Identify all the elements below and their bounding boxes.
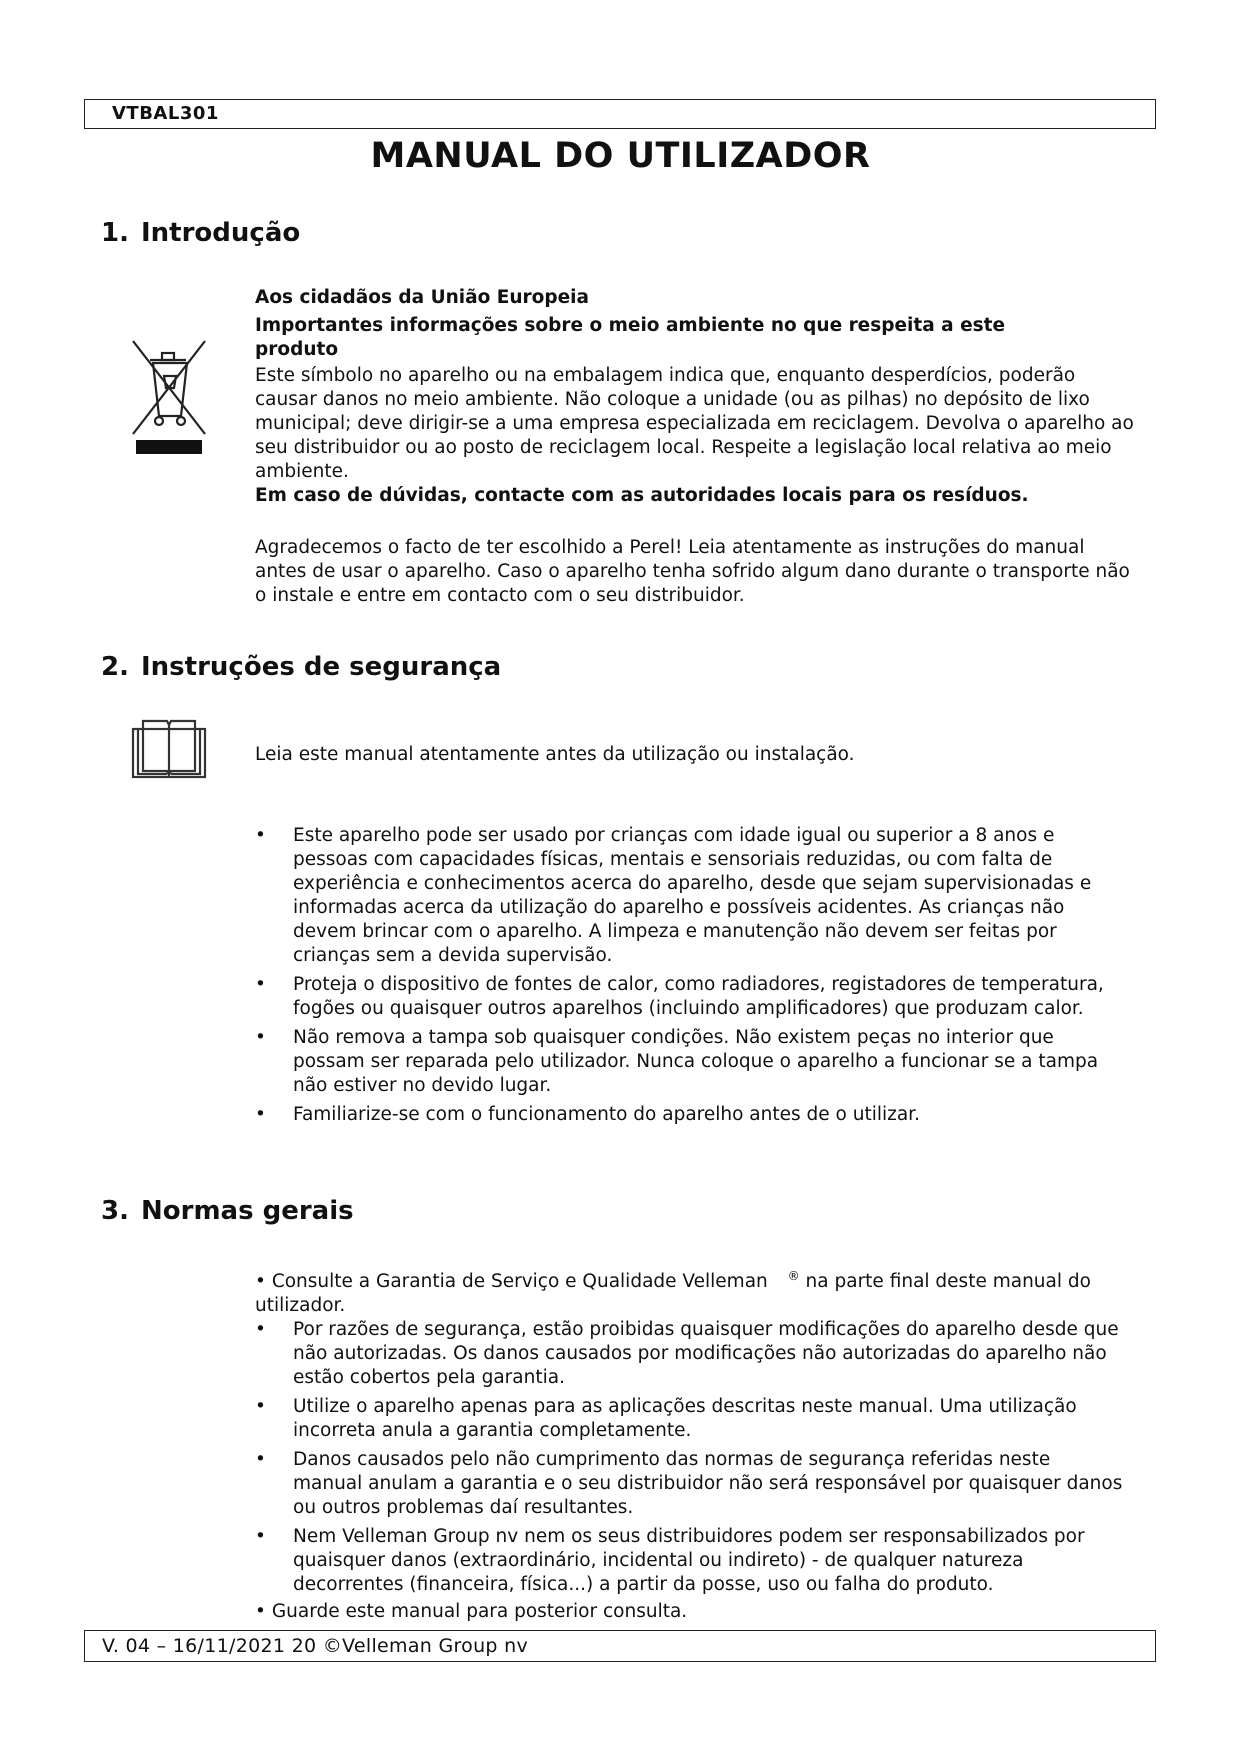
section-heading-normas [101,1196,354,1226]
section-heading-seguranca [101,652,501,682]
bullet: • [255,974,266,995]
warranty-text-post: na parte final deste manual do utilizador. [255,1271,1091,1317]
footer-text: V. 04 – 16/11/2021 20 ©Velleman Group nv [102,1635,529,1657]
registered-mark: ® [787,1269,800,1283]
list-item [255,824,1125,968]
footer-box [84,1630,1156,1662]
list-item-text: Proteja o dispositivo de fontes de calor, como radiadores, registadores de temperatura, fogões ou quaisquer outros aparelhos (incluindo amplificadores) que produzam calor. [293,974,1104,1019]
list-item [255,1103,1125,1127]
page-title: MANUAL DO UTILIZADOR [370,136,871,176]
section-title: Instruções de segurança [141,652,502,682]
section-title: Introdução [141,218,301,248]
bullet: • [255,1271,266,1293]
list-item [255,1395,1125,1443]
last-bullet-text: Guarde este manual para posterior consulta. [271,1601,688,1622]
thanks-paragraph: Agradecemos o facto de ter escolhido a Perel! Leia atentamente as instruções do manual antes de usar o aparelho. Caso o aparelho tenha sofrido algum dano durante o transporte não o instale e entre em contacto com o seu distribuidor. [255,537,1130,606]
env-contact: Em caso de dúvidas, contacte com as autoridades locais para os resíduos. [255,485,1029,506]
section-number: 1. [101,218,129,248]
safety-bullet-list [255,824,1125,1132]
bullet: • [255,1104,266,1125]
list-item [255,1026,1125,1098]
list-item-text: Familiarize-se com o funcionamento do aparelho antes de o utilizar. [293,1104,920,1125]
bullet: • [255,1396,266,1417]
section-heading-introducao [101,218,300,248]
bullet: • [255,1319,266,1340]
last-bullet-item [255,1600,1135,1624]
warranty-text-pre: Consulte a Garantia de Serviço e Qualidade Velleman [271,1271,768,1293]
list-item [255,1525,1125,1597]
read-manual-book-icon [131,717,207,779]
env-text: Este símbolo no aparelho ou na embalagem indica que, enquanto desperdícios, poderão causar danos no meio ambiente. Não coloque a unidade (ou as pilhas) no depósito de lixo municipal; deve dirigir-se a uma empresa especializada em reciclagem. Devolva o aparelho ao seu distribuidor ou ao posto de reciclagem local. Respeite a legislação local relativa ao meio ambiente. [255,365,1134,482]
list-item-text: Não remova a tampa sob quaisquer condições. Não existem peças no interior que possam ser reparada pelo utilizador. Nunca coloque o aparelho a funcionar se a tampa não estiver no devido lugar. [293,1027,1099,1096]
bullet: • [255,1526,266,1547]
section-number: 2. [101,652,129,682]
read-manual-text: Leia este manual atentamente antes da utilização ou instalação. [255,744,855,765]
list-item [255,1318,1125,1390]
warranty-item [255,1264,1125,1318]
list-item-text: Nem Velleman Group nv nem os seus distribuidores podem ser responsabilizados por quaisquer danos (extraordinário, incidental ou indireto) - de qualquer natureza decorrentes (financeira, física...) a partir da posse, uso ou falha do produto. [293,1526,1085,1595]
list-item-text: Este aparelho pode ser usado por crianças com idade igual ou superior a 8 anos e pessoas com capacidades físicas, mentais e sensoriais reduzidas, ou com falta de experiência e conhecimentos acerca do aparelho, desde que sejam supervisionadas e informadas acerca da utilização do aparelho e possíveis acidentes. As crianças não devem brincar com o aparelho. A limpeza e manutenção não devem ser feitas por crianças sem a devida supervisão. [293,825,1092,966]
general-bullet-list [255,1318,1125,1602]
header-box [84,99,1156,129]
list-item [255,1448,1125,1520]
section-title: Normas gerais [141,1196,354,1226]
model-number: VTBAL301 [112,103,219,124]
weee-crossed-bin-icon [128,336,210,456]
list-item-text: Por razões de segurança, estão proibidas quaisquer modificações do aparelho desde que não autorizadas. Os danos causados por modificações não autorizadas do aparelho não estão cobertos pela garantia. [293,1319,1119,1388]
eu-heading: Aos cidadãos da União Europeia [255,287,589,308]
list-item [255,973,1125,1021]
bullet: • [255,825,266,846]
bullet: • [255,1449,266,1470]
list-item-text: Utilize o aparelho apenas para as aplicações descritas neste manual. Uma utilização incorreta anula a garantia completamente. [293,1396,1077,1441]
section-number: 3. [101,1196,129,1226]
bullet: • [255,1027,266,1048]
bullet: • [255,1601,266,1622]
list-item-text: Danos causados pelo não cumprimento das normas de segurança referidas neste manual anulam a garantia e o seu distribuidor não será responsável por quaisquer danos ou outros problemas daí resultantes. [293,1449,1123,1518]
env-heading: Importantes informações sobre o meio ambiente no que respeita a este produto [255,315,1006,360]
